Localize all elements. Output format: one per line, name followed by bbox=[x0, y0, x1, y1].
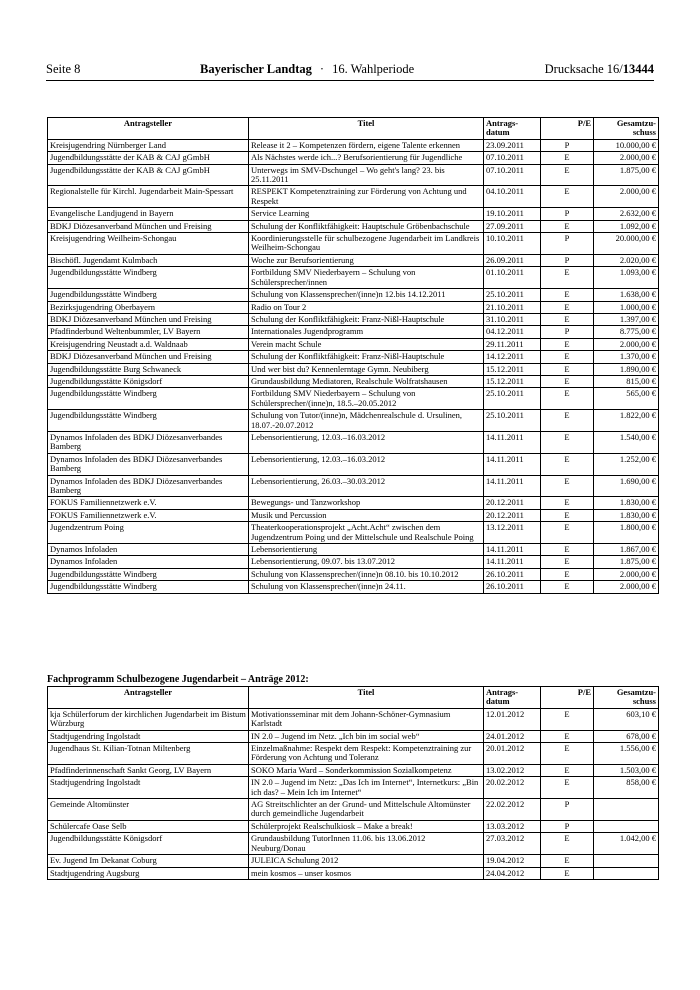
table-row bbox=[48, 208, 659, 220]
cell-zuschuss: 20.000,00 € bbox=[594, 233, 659, 255]
table-row bbox=[48, 313, 659, 325]
cell-datum: 22.02.2012 bbox=[484, 799, 541, 821]
applications-table-2012 bbox=[47, 686, 659, 880]
cell-zuschuss: 1.875,00 € bbox=[594, 556, 659, 568]
table-row bbox=[48, 556, 659, 568]
table-row bbox=[48, 453, 659, 475]
cell-titel: Schulung von Tutor/(inne)n, Mädchenrealschule d. Ursulinen, 18.07.-20.07.2012 bbox=[249, 410, 484, 432]
cell-titel: Lebensorientierung, 12.03.–16.03.2012 bbox=[249, 431, 484, 453]
header-separator: · bbox=[319, 62, 325, 76]
cell-pe: E bbox=[541, 743, 594, 765]
cell-datum: 26.09.2011 bbox=[484, 254, 541, 266]
cell-antragsteller: Jugendbildungsstätte Windberg bbox=[48, 267, 249, 289]
table-row bbox=[48, 363, 659, 375]
cell-zuschuss bbox=[594, 855, 659, 867]
cell-pe: E bbox=[541, 410, 594, 432]
header-center bbox=[200, 62, 414, 77]
cell-titel: Lebensorientierung, 09.07. bis 13.07.2012 bbox=[249, 556, 484, 568]
page-number: Seite 8 bbox=[46, 62, 81, 76]
cell-zuschuss: 2.000,00 € bbox=[594, 568, 659, 580]
cell-zuschuss: 1.252,00 € bbox=[594, 453, 659, 475]
table-row bbox=[48, 164, 659, 186]
cell-titel: Theaterkooperationsprojekt „Acht.Acht“ zwischen dem Jugendzentrum Poing und der Mittelschule und Realschule Poing bbox=[249, 522, 484, 544]
cell-zuschuss: 10.000,00 € bbox=[594, 139, 659, 151]
table-row bbox=[48, 375, 659, 387]
cell-pe: E bbox=[541, 338, 594, 350]
cell-datum: 24.01.2012 bbox=[484, 730, 541, 742]
table-row bbox=[48, 388, 659, 410]
cell-pe: E bbox=[541, 388, 594, 410]
table-row bbox=[48, 254, 659, 266]
cell-datum: 29.11.2011 bbox=[484, 338, 541, 350]
cell-pe: E bbox=[541, 453, 594, 475]
cell-datum: 14.11.2011 bbox=[484, 453, 541, 475]
cell-zuschuss: 1.830,00 € bbox=[594, 509, 659, 521]
cell-zuschuss: 2.000,00 € bbox=[594, 581, 659, 593]
cell-pe: E bbox=[541, 375, 594, 387]
cell-antragsteller: Jugendbildungsstätte Windberg bbox=[48, 568, 249, 580]
cell-pe: E bbox=[541, 581, 594, 593]
cell-zuschuss: 2.632,00 € bbox=[594, 208, 659, 220]
cell-pe: E bbox=[541, 475, 594, 497]
cell-pe: E bbox=[541, 363, 594, 375]
cell-pe: E bbox=[541, 833, 594, 855]
cell-zuschuss: 1.397,00 € bbox=[594, 313, 659, 325]
table-row bbox=[48, 267, 659, 289]
cell-titel: Fortbildung SMV Niederbayern – Schulung von Schülersprecher/innen bbox=[249, 267, 484, 289]
table-row bbox=[48, 855, 659, 867]
cell-zuschuss: 1.830,00 € bbox=[594, 497, 659, 509]
table-row bbox=[48, 730, 659, 742]
table-row bbox=[48, 431, 659, 453]
cell-pe: E bbox=[541, 708, 594, 730]
cell-pe: E bbox=[541, 431, 594, 453]
cell-titel: Lebensorientierung bbox=[249, 544, 484, 556]
cell-pe: E bbox=[541, 522, 594, 544]
cell-pe: E bbox=[541, 556, 594, 568]
cell-titel: Grundausbildung TutorInnen 11.06. bis 13.06.2012 Neuburg/Donau bbox=[249, 833, 484, 855]
col-titel: Titel bbox=[249, 687, 484, 709]
cell-datum: 27.09.2011 bbox=[484, 220, 541, 232]
cell-zuschuss: 1.092,00 € bbox=[594, 220, 659, 232]
cell-pe: E bbox=[541, 855, 594, 867]
cell-datum: 21.10.2011 bbox=[484, 301, 541, 313]
cell-titel: Lebensorientierung, 26.03.–30.03.2012 bbox=[249, 475, 484, 497]
parliament-name: Bayerischer Landtag bbox=[200, 62, 312, 76]
cell-antragsteller: Regionalstelle für Kirchl. Jugendarbeit Main-Spessart bbox=[48, 186, 249, 208]
cell-zuschuss: 2.000,00 € bbox=[594, 152, 659, 164]
cell-zuschuss: 858,00 € bbox=[594, 777, 659, 799]
cell-pe: E bbox=[541, 509, 594, 521]
cell-antragsteller: Jugendbildungsstätte Burg Schwaneck bbox=[48, 363, 249, 375]
cell-antragsteller: BDKJ Diözesanverband München und Freising bbox=[48, 351, 249, 363]
cell-zuschuss: 1.556,00 € bbox=[594, 743, 659, 765]
table-row bbox=[48, 410, 659, 432]
cell-titel: Radio on Tour 2 bbox=[249, 301, 484, 313]
cell-antragsteller: Jugendbildungsstätte Windberg bbox=[48, 581, 249, 593]
cell-pe: E bbox=[541, 544, 594, 556]
document-number bbox=[545, 62, 654, 77]
cell-titel: Einzelmaßnahme: Respekt dem Respekt: Kompetenztraining zur Förderung von Achtung und Toleranz bbox=[249, 743, 484, 765]
cell-datum: 10.10.2011 bbox=[484, 233, 541, 255]
cell-titel: AG Streitschlichter an der Grund- und Mittelschule Altomünster durch gemeindliche Jugendarbeit bbox=[249, 799, 484, 821]
col-antragsteller: Antragsteller bbox=[48, 687, 249, 709]
cell-datum: 14.11.2011 bbox=[484, 431, 541, 453]
cell-antragsteller: Dynamos Infoladen des BDKJ Diözesanverbandes Bamberg bbox=[48, 475, 249, 497]
cell-antragsteller: Jugendbildungsstätte Königsdorf bbox=[48, 833, 249, 855]
cell-datum: 25.10.2011 bbox=[484, 289, 541, 301]
cell-datum: 20.02.2012 bbox=[484, 777, 541, 799]
table-row bbox=[48, 326, 659, 338]
cell-datum: 01.10.2011 bbox=[484, 267, 541, 289]
table-row bbox=[48, 581, 659, 593]
page-header bbox=[46, 62, 654, 78]
cell-zuschuss: 1.867,00 € bbox=[594, 544, 659, 556]
cell-titel: Fortbildung SMV Niederbayern – Schulung von Schülersprecher/(inne)n, 18.5.–20.05.2012 bbox=[249, 388, 484, 410]
col-zuschuss: Gesamtzu-schuss bbox=[594, 687, 659, 709]
col-pe: P/E bbox=[541, 118, 594, 140]
cell-datum: 31.10.2011 bbox=[484, 313, 541, 325]
cell-antragsteller: Pfadfinderinnenschaft Sankt Georg, LV Bayern bbox=[48, 764, 249, 776]
cell-titel: Grundausbildung Mediatoren, Realschule Wolfratshausen bbox=[249, 375, 484, 387]
cell-datum: 14.11.2011 bbox=[484, 556, 541, 568]
col-datum: Antrags-datum bbox=[484, 118, 541, 140]
cell-zuschuss: 1.540,00 € bbox=[594, 431, 659, 453]
table-row bbox=[48, 152, 659, 164]
table-row bbox=[48, 743, 659, 765]
cell-titel: Service Learning bbox=[249, 208, 484, 220]
cell-zuschuss: 1.800,00 € bbox=[594, 522, 659, 544]
cell-pe: E bbox=[541, 220, 594, 232]
cell-pe: E bbox=[541, 777, 594, 799]
cell-titel: Schulung der Konfliktfähigkeit: Franz-Nißl-Hauptschule bbox=[249, 351, 484, 363]
cell-titel: SOKO Maria Ward – Sonderkommission Sozialkompetenz bbox=[249, 764, 484, 776]
cell-titel: mein kosmos – unser kosmos bbox=[249, 867, 484, 879]
applications-table-2011 bbox=[47, 117, 659, 594]
cell-titel: Koordinierungsstelle für schulbezogene Jugendarbeit im Landkreis Weilheim-Schongau bbox=[249, 233, 484, 255]
cell-datum: 27.03.2012 bbox=[484, 833, 541, 855]
col-titel: Titel bbox=[249, 118, 484, 140]
cell-datum: 04.10.2011 bbox=[484, 186, 541, 208]
cell-datum: 26.10.2011 bbox=[484, 581, 541, 593]
cell-titel: Schulung der Konfliktfähigkeit: Franz-Nißl-Hauptschule bbox=[249, 313, 484, 325]
cell-pe: E bbox=[541, 568, 594, 580]
cell-zuschuss: 678,00 € bbox=[594, 730, 659, 742]
cell-antragsteller: Stadtjugendring Augsburg bbox=[48, 867, 249, 879]
cell-titel: Schulung von Klassensprecher/(inne)n 12.bis 14.12.2011 bbox=[249, 289, 484, 301]
cell-pe: E bbox=[541, 313, 594, 325]
cell-antragsteller: Jugendbildungsstätte Windberg bbox=[48, 388, 249, 410]
table-header-row bbox=[48, 118, 659, 140]
cell-zuschuss: 565,00 € bbox=[594, 388, 659, 410]
table-row bbox=[48, 338, 659, 350]
cell-titel: Internationales Jugendprogramm bbox=[249, 326, 484, 338]
cell-titel: Schulung der Konfliktfähigkeit: Hauptschule Gröbenbachschule bbox=[249, 220, 484, 232]
cell-datum: 23.09.2011 bbox=[484, 139, 541, 151]
cell-antragsteller: Gemeinde Altomünster bbox=[48, 799, 249, 821]
cell-pe: P bbox=[541, 799, 594, 821]
table-row bbox=[48, 289, 659, 301]
cell-antragsteller: Jugendbildungsstätte Windberg bbox=[48, 289, 249, 301]
cell-zuschuss: 1.503,00 € bbox=[594, 764, 659, 776]
cell-datum: 20.12.2011 bbox=[484, 497, 541, 509]
table-row bbox=[48, 301, 659, 313]
cell-antragsteller: Kreisjugendring Neustadt a.d. Waldnaab bbox=[48, 338, 249, 350]
cell-antragsteller: Jugendhaus St. Kilian-Totnan Miltenberg bbox=[48, 743, 249, 765]
cell-zuschuss: 2.020,00 € bbox=[594, 254, 659, 266]
cell-titel: Lebensorientierung, 12.03.–16.03.2012 bbox=[249, 453, 484, 475]
table-row bbox=[48, 522, 659, 544]
col-zuschuss: Gesamtzu-schuss bbox=[594, 118, 659, 140]
cell-antragsteller: FOKUS Familiennetzwerk e.V. bbox=[48, 497, 249, 509]
cell-titel: Schulung von Klassensprecher/(inne)n 24.11. bbox=[249, 581, 484, 593]
cell-antragsteller: Jugendbildungsstätte Windberg bbox=[48, 410, 249, 432]
cell-datum: 20.12.2011 bbox=[484, 509, 541, 521]
cell-zuschuss: 815,00 € bbox=[594, 375, 659, 387]
cell-titel: Motivationsseminar mit dem Johann-Schöner-Gymnasium Karlstadt bbox=[249, 708, 484, 730]
cell-pe: E bbox=[541, 764, 594, 776]
cell-datum: 12.01.2012 bbox=[484, 708, 541, 730]
cell-zuschuss: 2.000,00 € bbox=[594, 186, 659, 208]
cell-datum: 14.12.2011 bbox=[484, 351, 541, 363]
cell-datum: 25.10.2011 bbox=[484, 388, 541, 410]
cell-pe: E bbox=[541, 730, 594, 742]
cell-datum: 24.04.2012 bbox=[484, 867, 541, 879]
cell-antragsteller: Kreisjugendring Nürnberger Land bbox=[48, 139, 249, 151]
cell-titel: Verein macht Schule bbox=[249, 338, 484, 350]
table-row bbox=[48, 186, 659, 208]
cell-datum: 15.12.2011 bbox=[484, 375, 541, 387]
table-header-row bbox=[48, 687, 659, 709]
cell-antragsteller: Jugendzentrum Poing bbox=[48, 522, 249, 544]
cell-zuschuss bbox=[594, 799, 659, 821]
col-datum: Antrags-datum bbox=[484, 687, 541, 709]
cell-antragsteller: BDKJ Diözesanverband München und Freising bbox=[48, 313, 249, 325]
cell-pe: E bbox=[541, 301, 594, 313]
cell-zuschuss: 1.822,00 € bbox=[594, 410, 659, 432]
cell-datum: 25.10.2011 bbox=[484, 410, 541, 432]
cell-zuschuss: 1.690,00 € bbox=[594, 475, 659, 497]
cell-datum: 14.11.2011 bbox=[484, 544, 541, 556]
cell-pe: E bbox=[541, 867, 594, 879]
table-row bbox=[48, 497, 659, 509]
cell-antragsteller: Jugendbildungsstätte Königsdorf bbox=[48, 375, 249, 387]
cell-zuschuss: 1.000,00 € bbox=[594, 301, 659, 313]
cell-pe: P bbox=[541, 208, 594, 220]
table-row bbox=[48, 833, 659, 855]
cell-antragsteller: FOKUS Familiennetzwerk e.V. bbox=[48, 509, 249, 521]
cell-titel: Schülerprojekt Realschulkiosk – Make a break! bbox=[249, 820, 484, 832]
cell-titel: Release it 2 – Kompetenzen fördern, eigene Talente erkennen bbox=[249, 139, 484, 151]
cell-zuschuss: 1.370,00 € bbox=[594, 351, 659, 363]
cell-pe: E bbox=[541, 164, 594, 186]
cell-pe: P bbox=[541, 233, 594, 255]
cell-titel: Als Nächstes werde ich...? Berufsorientierung für Jugendliche bbox=[249, 152, 484, 164]
table-row bbox=[48, 777, 659, 799]
cell-pe: E bbox=[541, 152, 594, 164]
cell-zuschuss: 1.638,00 € bbox=[594, 289, 659, 301]
table-row bbox=[48, 867, 659, 879]
cell-pe: E bbox=[541, 351, 594, 363]
cell-antragsteller: Kreisjugendring Weilheim-Schongau bbox=[48, 233, 249, 255]
cell-pe: E bbox=[541, 267, 594, 289]
cell-titel: IN 2.0 – Jugend im Netz. „Ich bin im social web“ bbox=[249, 730, 484, 742]
cell-antragsteller: Bezirksjugendring Oberbayern bbox=[48, 301, 249, 313]
cell-datum: 07.10.2011 bbox=[484, 164, 541, 186]
table-row bbox=[48, 351, 659, 363]
legislative-period: 16. Wahlperiode bbox=[332, 62, 415, 76]
cell-zuschuss: 1.890,00 € bbox=[594, 363, 659, 375]
cell-datum: 15.12.2011 bbox=[484, 363, 541, 375]
cell-datum: 19.10.2011 bbox=[484, 208, 541, 220]
cell-titel: Bewegungs- und Tanzworkshop bbox=[249, 497, 484, 509]
cell-pe: P bbox=[541, 326, 594, 338]
cell-zuschuss: 1.093,00 € bbox=[594, 267, 659, 289]
table-row bbox=[48, 568, 659, 580]
cell-pe: P bbox=[541, 820, 594, 832]
cell-antragsteller: Jugendbildungsstätte der KAB & CAJ gGmbH bbox=[48, 164, 249, 186]
table-row bbox=[48, 220, 659, 232]
table-row bbox=[48, 475, 659, 497]
cell-titel: Woche zur Berufsorientierung bbox=[249, 254, 484, 266]
cell-antragsteller: Dynamos Infoladen des BDKJ Diözesanverbandes Bamberg bbox=[48, 453, 249, 475]
cell-datum: 07.10.2011 bbox=[484, 152, 541, 164]
cell-titel: IN 2.0 – Jugend im Netz: „Das Ich im Internet“, Internetkurs: „Bin ich das? – Mein Ich im Internet“ bbox=[249, 777, 484, 799]
cell-zuschuss bbox=[594, 867, 659, 879]
cell-pe: P bbox=[541, 139, 594, 151]
cell-antragsteller: Schülercafe Oase Selb bbox=[48, 820, 249, 832]
cell-pe: E bbox=[541, 186, 594, 208]
cell-antragsteller: Pfadfinderbund Weltenbummler, LV Bayern bbox=[48, 326, 249, 338]
table-row bbox=[48, 708, 659, 730]
table-row bbox=[48, 544, 659, 556]
cell-antragsteller: Bischöfl. Jugendamt Kulmbach bbox=[48, 254, 249, 266]
cell-zuschuss: 1.042,00 € bbox=[594, 833, 659, 855]
cell-antragsteller: Ev. Jugend Im Dekanat Coburg bbox=[48, 855, 249, 867]
cell-antragsteller: Dynamos Infoladen bbox=[48, 556, 249, 568]
cell-antragsteller: Stadtjugendring Ingolstadt bbox=[48, 777, 249, 799]
doc-prefix: Drucksache 16/ bbox=[544, 62, 623, 76]
cell-titel: JULEICA Schulung 2012 bbox=[249, 855, 484, 867]
cell-zuschuss: 603,10 € bbox=[594, 708, 659, 730]
cell-datum: 26.10.2011 bbox=[484, 568, 541, 580]
cell-zuschuss: 1.875,00 € bbox=[594, 164, 659, 186]
cell-datum: 13.03.2012 bbox=[484, 820, 541, 832]
cell-datum: 14.11.2011 bbox=[484, 475, 541, 497]
cell-antragsteller: Evangelische Landjugend in Bayern bbox=[48, 208, 249, 220]
cell-titel: Und wer bist du? Kennenlerntage Gymn. Neubiberg bbox=[249, 363, 484, 375]
cell-antragsteller: BDKJ Diözesanverband München und Freising bbox=[48, 220, 249, 232]
cell-titel: RESPEKT Kompetenztraining zur Förderung von Achtung und Respekt bbox=[249, 186, 484, 208]
cell-antragsteller: Stadtjugendring Ingolstadt bbox=[48, 730, 249, 742]
table-row bbox=[48, 139, 659, 151]
header-rule bbox=[46, 80, 654, 81]
cell-pe: E bbox=[541, 289, 594, 301]
cell-antragsteller: kja Schülerforum der kirchlichen Jugendarbeit im Bistum Würzburg bbox=[48, 708, 249, 730]
table-row bbox=[48, 820, 659, 832]
cell-pe: E bbox=[541, 497, 594, 509]
cell-titel: Schulung von Klassensprecher/(inne)n 08.10. bis 10.10.2012 bbox=[249, 568, 484, 580]
col-pe: P/E bbox=[541, 687, 594, 709]
cell-datum: 04.12.2011 bbox=[484, 326, 541, 338]
cell-antragsteller: Dynamos Infoladen bbox=[48, 544, 249, 556]
cell-datum: 19.04.2012 bbox=[484, 855, 541, 867]
cell-zuschuss: 8.775,00 € bbox=[594, 326, 659, 338]
col-antragsteller: Antragsteller bbox=[48, 118, 249, 140]
cell-zuschuss: 2.000,00 € bbox=[594, 338, 659, 350]
cell-pe: P bbox=[541, 254, 594, 266]
cell-titel: Unterwegs im SMV-Dschungel – Wo geht's lang? 23. bis 25.11.2011 bbox=[249, 164, 484, 186]
cell-datum: 13.02.2012 bbox=[484, 764, 541, 776]
cell-datum: 13.12.2011 bbox=[484, 522, 541, 544]
table-row bbox=[48, 509, 659, 521]
cell-datum: 20.01.2012 bbox=[484, 743, 541, 765]
table-row bbox=[48, 764, 659, 776]
doc-number: 13444 bbox=[622, 62, 654, 76]
table-row bbox=[48, 233, 659, 255]
cell-titel: Musik und Percussion bbox=[249, 509, 484, 521]
section-title: Fachprogramm Schulbezogene Jugendarbeit – Anträge 2012: bbox=[47, 674, 309, 685]
table-row bbox=[48, 799, 659, 821]
cell-antragsteller: Jugendbildungsstätte der KAB & CAJ gGmbH bbox=[48, 152, 249, 164]
cell-zuschuss bbox=[594, 820, 659, 832]
cell-antragsteller: Dynamos Infoladen des BDKJ Diözesanverbandes Bamberg bbox=[48, 431, 249, 453]
